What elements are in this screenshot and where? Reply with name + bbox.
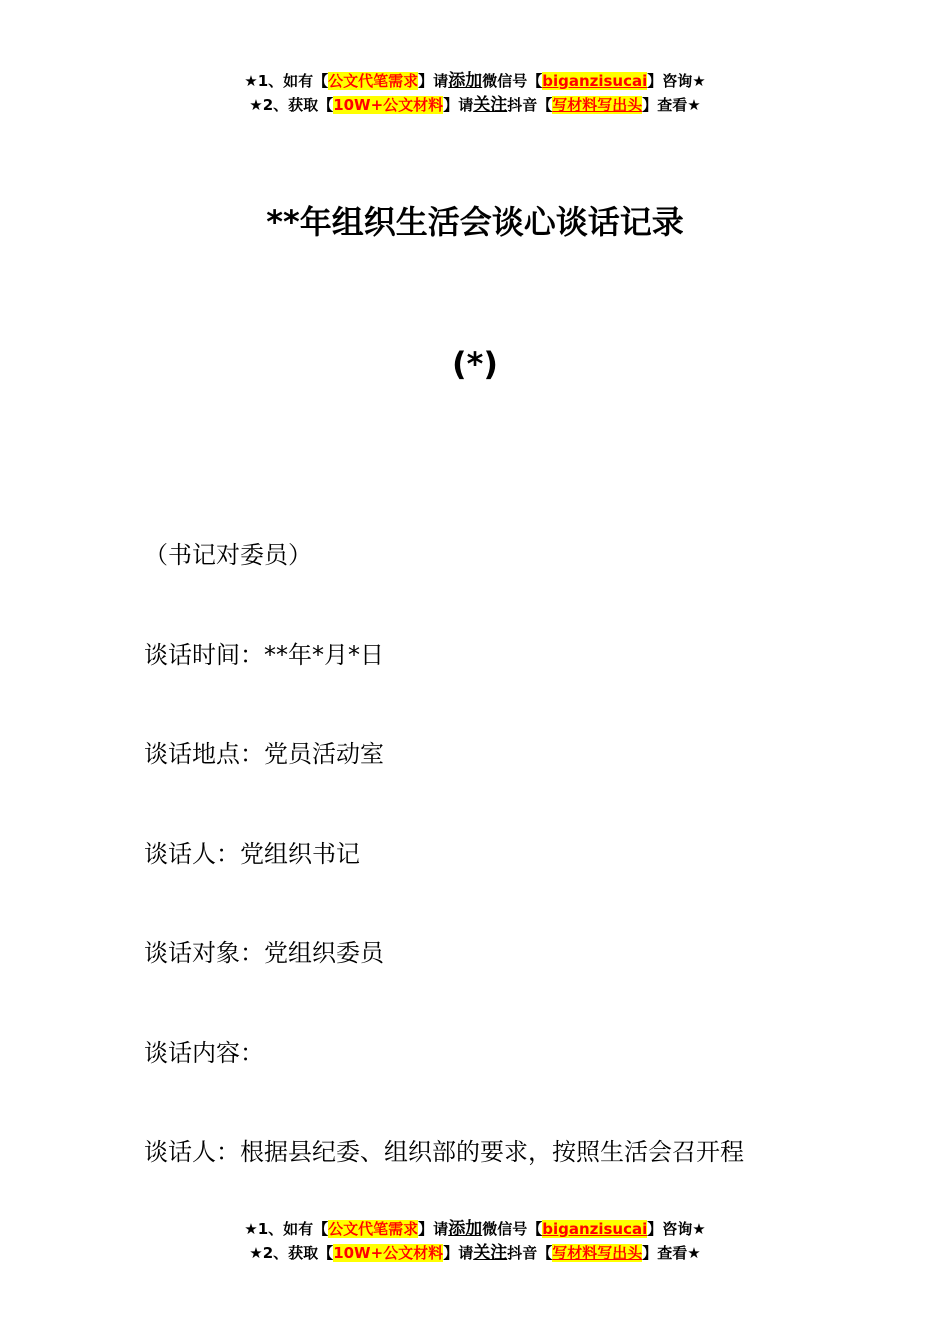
banner-text: ★2、获取【 bbox=[249, 96, 334, 114]
banner-text: 】请 bbox=[443, 1244, 474, 1262]
banner-text: 】查看★ bbox=[642, 1244, 701, 1262]
banner-text: 】咨询★ bbox=[647, 72, 706, 90]
underlined-follow: 关注 bbox=[473, 95, 508, 115]
banner-text: 】请 bbox=[418, 72, 449, 90]
banner-line-1 bbox=[0, 1217, 950, 1241]
underlined-add: 添加 bbox=[448, 1219, 483, 1239]
paragraph-role: （书记对委员） bbox=[144, 541, 312, 569]
banner-line-1 bbox=[0, 69, 950, 93]
banner-text: 微信号【 bbox=[482, 1220, 543, 1238]
banner-text: 微信号【 bbox=[482, 72, 543, 90]
banner-line-2 bbox=[0, 93, 950, 117]
highlight-wechat-id: biganzisucai bbox=[542, 72, 648, 90]
highlight-materials: 10W+公文材料 bbox=[333, 96, 444, 114]
paragraph-speaker: 谈话人：党组织书记 bbox=[144, 840, 360, 868]
banner-text: 抖音【 bbox=[507, 96, 553, 114]
highlight-service: 公文代笔需求 bbox=[328, 72, 419, 90]
banner-text: ★1、如有【 bbox=[244, 72, 329, 90]
banner-text: 】请 bbox=[443, 96, 474, 114]
highlight-service: 公文代笔需求 bbox=[328, 1220, 419, 1238]
paragraph-content-label: 谈话内容： bbox=[144, 1039, 264, 1067]
banner-text: ★1、如有【 bbox=[244, 1220, 329, 1238]
banner-text: 】查看★ bbox=[642, 96, 701, 114]
paragraph-time: 谈话时间：**年*月*日 bbox=[144, 641, 384, 669]
bottom-banner bbox=[0, 1217, 950, 1265]
document-title: **年组织生活会谈心谈话记录 bbox=[266, 203, 684, 241]
paragraph-content: 谈话人：根据县纪委、组织部的要求，按照生活会召开程 bbox=[144, 1138, 744, 1166]
highlight-materials: 10W+公文材料 bbox=[333, 1244, 444, 1262]
banner-text: 】咨询★ bbox=[647, 1220, 706, 1238]
highlight-douyin-account: 写材料写出头 bbox=[552, 96, 643, 114]
highlight-wechat-id: biganzisucai bbox=[542, 1220, 648, 1238]
paragraph-location: 谈话地点：党员活动室 bbox=[144, 740, 384, 768]
underlined-add: 添加 bbox=[448, 71, 483, 91]
paragraph-listener: 谈话对象：党组织委员 bbox=[144, 939, 384, 967]
banner-line-2 bbox=[0, 1241, 950, 1265]
banner-text: 抖音【 bbox=[507, 1244, 553, 1262]
banner-text: 】请 bbox=[418, 1220, 449, 1238]
underlined-follow: 关注 bbox=[473, 1243, 508, 1263]
banner-text: ★2、获取【 bbox=[249, 1244, 334, 1262]
highlight-douyin-account: 写材料写出头 bbox=[552, 1244, 643, 1262]
document-subtitle: (*) bbox=[452, 345, 498, 383]
top-banner bbox=[0, 69, 950, 117]
